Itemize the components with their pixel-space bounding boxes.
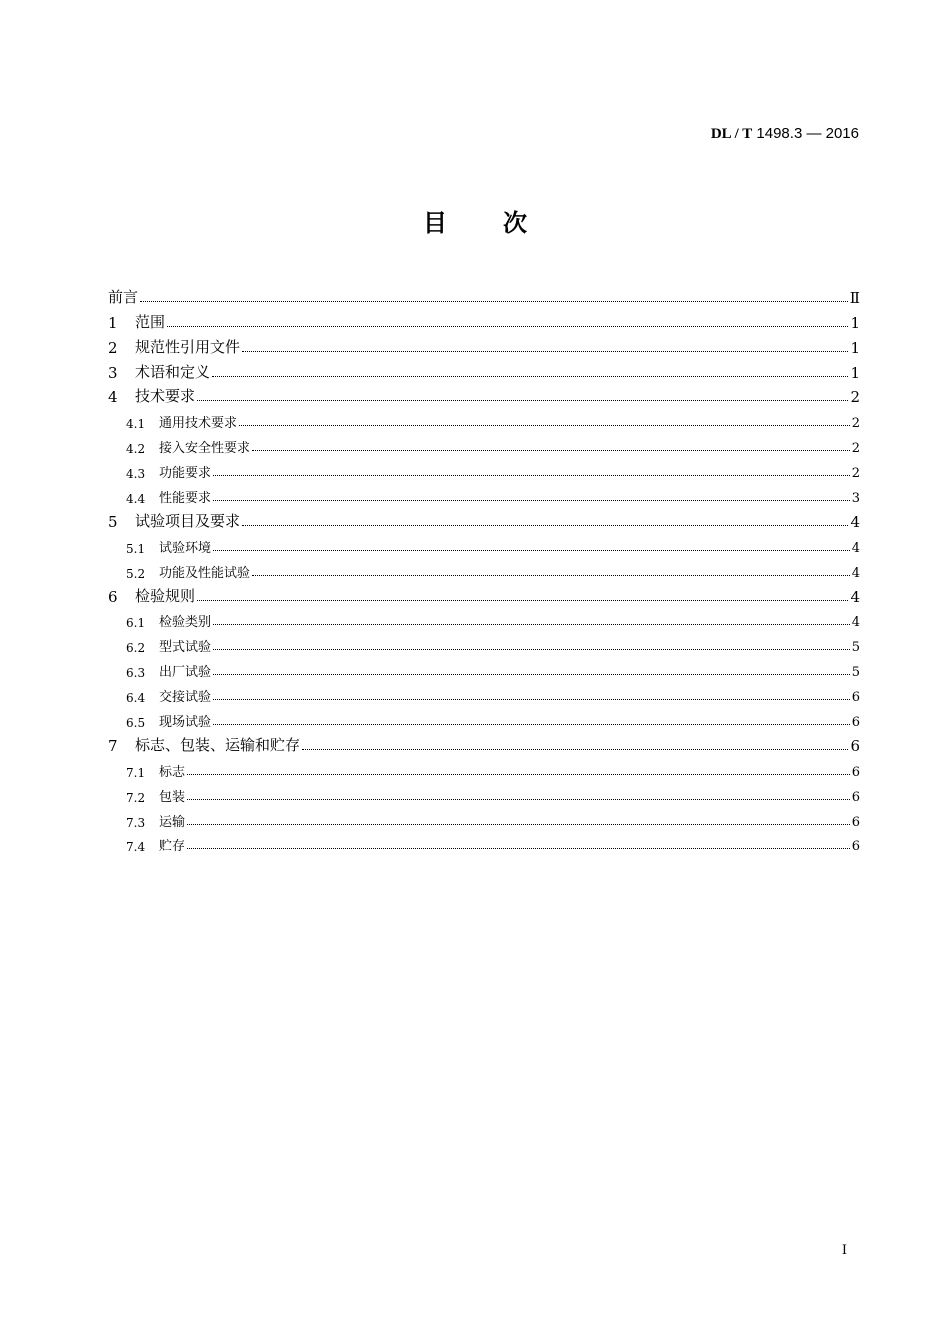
toc-entry-page: 2 — [851, 416, 860, 432]
toc-leader-dots — [252, 575, 850, 576]
toc-leader-dots — [197, 600, 848, 601]
toc-entry-page: 6 — [851, 814, 860, 830]
toc-entry[interactable] — [108, 705, 860, 730]
toc-entry-label: 通用技术要求 — [159, 416, 238, 432]
toc-entry-label: 现场试验 — [159, 715, 212, 731]
toc-entry-number: 7.4 — [126, 840, 146, 855]
toc-entry[interactable] — [108, 830, 860, 855]
toc-entry-label: 术语和定义 — [135, 362, 211, 381]
toc-entry[interactable] — [108, 456, 860, 481]
toc-entry-page: 6 — [850, 736, 860, 755]
toc-entry-page: 5 — [851, 665, 860, 681]
toc-entry-page: 4 — [850, 512, 860, 531]
toc-entry-number: 7 — [108, 736, 118, 755]
toc-entry-label: 出厂试验 — [159, 665, 212, 681]
toc-title: 目次 — [423, 209, 583, 237]
toc-entry-page: Ⅱ — [849, 288, 860, 307]
toc-entry-label: 试验环境 — [159, 540, 212, 556]
toc-entry-label: 型式试验 — [159, 640, 212, 656]
toc-entry-number: 4.2 — [126, 442, 146, 457]
toc-entry-page: 5 — [851, 640, 860, 656]
toc-entry-label: 前言 — [108, 287, 139, 306]
toc-entry-label: 标志、包装、运输和贮存 — [135, 735, 301, 754]
toc-entry-label: 贮存 — [159, 839, 186, 855]
toc-entry[interactable] — [108, 481, 860, 506]
toc-entry[interactable] — [108, 730, 860, 755]
toc-entry[interactable] — [108, 357, 860, 382]
toc-entry-number: 6.4 — [126, 691, 146, 706]
toc-entry[interactable] — [108, 606, 860, 631]
toc-entry-number: 6.3 — [126, 666, 146, 681]
toc-entry-number: 4.1 — [126, 417, 146, 432]
toc-leader-dots — [213, 500, 850, 501]
toc-entry[interactable] — [108, 581, 860, 606]
toc-entry-label: 性能要求 — [159, 491, 212, 507]
toc-entry-page: 6 — [851, 690, 860, 706]
toc-leader-dots — [213, 649, 850, 650]
toc-leader-dots — [213, 699, 850, 700]
standard-code — [711, 125, 859, 143]
toc-leader-dots — [187, 824, 850, 825]
toc-entry-number: 1 — [108, 313, 118, 332]
toc-entry-page: 4 — [851, 540, 860, 556]
toc-leader-dots — [242, 525, 848, 526]
toc-entry-label: 范围 — [135, 312, 166, 331]
toc-entry-page: 1 — [850, 363, 860, 382]
toc-entry[interactable] — [108, 556, 860, 581]
toc-entry-page: 2 — [850, 388, 860, 407]
toc-leader-dots — [140, 301, 848, 302]
toc-entry[interactable] — [108, 680, 860, 705]
toc-leader-dots — [239, 425, 850, 426]
toc-leader-dots — [212, 376, 848, 377]
toc-entry-page: 1 — [850, 313, 860, 332]
toc-entry-label: 检验类别 — [159, 615, 212, 631]
toc-entry-page: 6 — [851, 789, 860, 805]
toc-entry[interactable] — [108, 531, 860, 556]
toc-entry-number: 3 — [108, 363, 118, 382]
toc-entry-number: 2 — [108, 338, 118, 357]
toc-entry-number: 6.2 — [126, 641, 146, 656]
toc-entry-label: 功能要求 — [159, 466, 212, 482]
toc-leader-dots — [187, 848, 850, 849]
toc-leader-dots — [213, 674, 850, 675]
toc-leader-dots — [302, 749, 848, 750]
toc-entry-page: 3 — [851, 491, 860, 507]
toc-entry[interactable] — [108, 630, 860, 655]
toc-entry-page: 2 — [851, 441, 860, 457]
toc-leader-dots — [213, 475, 850, 476]
toc-entry-number: 4.3 — [126, 467, 146, 482]
toc-entry-page: 4 — [850, 587, 860, 606]
toc-leader-dots — [187, 799, 850, 800]
toc-entry-label: 检验规则 — [135, 586, 196, 605]
toc-entry-number: 5.1 — [126, 541, 146, 556]
toc-entry-number: 5 — [108, 512, 118, 531]
toc-leader-dots — [252, 450, 850, 451]
toc-entry-label: 交接试验 — [159, 690, 212, 706]
toc-entry[interactable] — [108, 307, 860, 332]
toc-leader-dots — [213, 724, 850, 725]
standard-prefix: DL / T — [710, 126, 753, 142]
toc-entry-number: 6.5 — [126, 716, 146, 731]
toc-entry[interactable] — [108, 431, 860, 456]
page-number: I — [841, 1243, 847, 1258]
toc-entry[interactable] — [108, 805, 860, 830]
toc-entry-number: 6.1 — [126, 616, 146, 631]
toc-entry-label: 接入安全性要求 — [159, 441, 251, 457]
toc-entry-number: 5.2 — [126, 566, 146, 581]
toc-entry-label: 试验项目及要求 — [135, 511, 241, 530]
toc-entry-label: 包装 — [159, 789, 186, 805]
table-of-contents — [108, 282, 860, 854]
toc-entry[interactable] — [108, 755, 860, 780]
toc-entry-label: 技术要求 — [135, 387, 196, 406]
toc-entry[interactable] — [108, 655, 860, 680]
toc-entry-number: 6 — [108, 587, 118, 606]
toc-leader-dots — [167, 326, 848, 327]
toc-leader-dots — [213, 550, 850, 551]
toc-leader-dots — [242, 351, 848, 352]
toc-entry[interactable] — [108, 332, 860, 357]
toc-entry-number: 7.3 — [126, 815, 146, 830]
toc-leader-dots — [187, 774, 850, 775]
toc-entry-number: 7.1 — [126, 765, 146, 780]
toc-leader-dots — [197, 400, 848, 401]
toc-entry-page: 1 — [850, 338, 860, 357]
toc-entry[interactable] — [108, 406, 860, 431]
toc-entry-label: 运输 — [159, 814, 186, 830]
toc-entry[interactable] — [108, 780, 860, 805]
toc-entry[interactable] — [108, 506, 860, 531]
toc-entry-page: 6 — [851, 715, 860, 731]
toc-entry-page: 6 — [851, 839, 860, 855]
toc-entry-page: 6 — [851, 764, 860, 780]
toc-entry-page: 2 — [851, 466, 860, 482]
toc-entry[interactable] — [108, 282, 860, 307]
toc-entry-label: 标志 — [159, 764, 186, 780]
toc-entry-number: 7.2 — [126, 790, 146, 805]
toc-entry-page: 4 — [851, 565, 860, 581]
toc-entry-label: 规范性引用文件 — [135, 337, 241, 356]
toc-entry-label: 功能及性能试验 — [159, 565, 251, 581]
toc-entry-number: 4 — [108, 388, 118, 407]
toc-leader-dots — [213, 624, 850, 625]
toc-entry-page: 4 — [851, 615, 860, 631]
toc-entry[interactable] — [108, 382, 860, 407]
toc-entry-number: 4.4 — [126, 492, 146, 507]
standard-number: 1498.3 — 2016 — [756, 125, 859, 142]
